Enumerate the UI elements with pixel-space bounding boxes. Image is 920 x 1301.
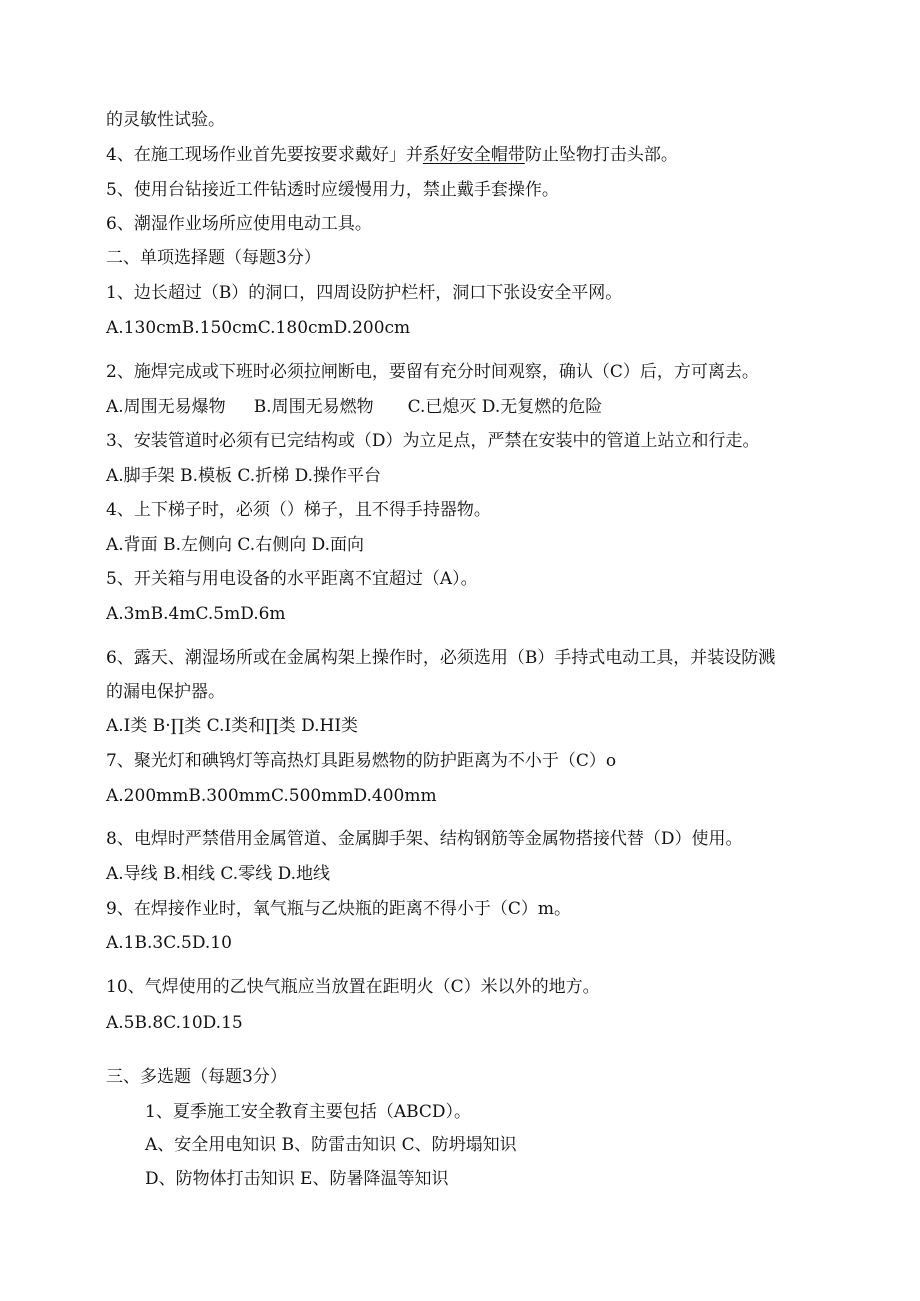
question-4-options: A.背面 B.左侧向 C.右侧向 D.面向 — [106, 535, 365, 555]
text-line-item-6: 6、潮湿作业场所应使用电动工具。 — [106, 214, 372, 234]
item-4-text-end: 防止坠物打击头部。 — [524, 145, 678, 165]
item-4-text-start: 4、在施工现场作业首先要按要求戴好」并 — [106, 145, 423, 165]
text-line-item-4 — [106, 144, 678, 166]
question-2-option-b: B.周围无易燃物 — [253, 397, 374, 417]
question-2-option-a: A.周围无易爆物 — [106, 397, 226, 417]
question-2: 2、施焊完成或下班时必须拉闸断电，要留有充分时间观察，确认（C）后，方可离去。 — [106, 362, 759, 382]
text-line-prev-item-end: 的灵敏性试验。 — [106, 110, 225, 130]
section-heading-multiple-choice: 三、多选题（每题3分） — [106, 1067, 287, 1087]
question-3: 3、安装管道时必须有已完结构或（D）为立足点，严禁在安装中的管道上站立和行走。 — [106, 431, 760, 451]
question-2-option-cd: C.已熄灭 D.无复燃的危险 — [407, 397, 603, 417]
question-2-options — [106, 396, 602, 418]
question-5-options: A.3mB.4mC.5mD.6m — [106, 604, 286, 624]
question-6-continued: 的漏电保护器。 — [106, 682, 225, 702]
item-4-underlined-text: 系好安全帽带 — [422, 145, 525, 165]
multi-question-1-options-row-1: A、安全用电知识 B、防雷击知识 C、防坍塌知识 — [145, 1135, 517, 1155]
question-4: 4、上下梯子时，必须（）梯子，且不得手持器物。 — [106, 500, 491, 520]
question-9: 9、在焊接作业时，氧气瓶与乙炔瓶的距离不得小于（C）m。 — [106, 899, 571, 919]
question-9-options: A.1B.3C.5D.10 — [106, 933, 232, 953]
text-line-item-5: 5、使用台钻接近工件钻透时应缓慢用力，禁止戴手套操作。 — [106, 180, 559, 200]
question-8-options: A.导线 B.相线 C.零线 D.地线 — [106, 864, 331, 884]
question-1-options: A.130cmB.150cmC.180cmD.200cm — [106, 318, 411, 338]
question-7: 7、聚光灯和碘鸨灯等高热灯具距易燃物的防护距离为不小于（C）o — [106, 751, 617, 771]
multi-question-1-options-row-2: D、防物体打击知识 E、防暑降温等知识 — [145, 1169, 449, 1189]
question-7-options: A.200mmB.300mmC.500mmD.400mm — [106, 786, 437, 806]
question-5: 5、开关箱与用电设备的水平距离不宜超过（A）。 — [106, 569, 478, 589]
question-6-options: A.I类 B·∏类 C.I类和∏类 D.HI类 — [106, 716, 359, 736]
multi-question-1: 1、夏季施工安全教育主要包括（ABCD）。 — [145, 1102, 472, 1122]
question-8: 8、电焊时严禁借用金属管道、金属脚手架、结构钢筋等金属物搭接代替（D）使用。 — [106, 829, 743, 849]
question-3-options: A.脚手架 B.模板 C.折梯 D.操作平台 — [106, 466, 382, 486]
question-6: 6、露天、潮湿场所或在金属构架上操作时，必须选用（B）手持式电动工具，并装设防溅 — [106, 648, 776, 668]
section-heading-single-choice: 二、单项选择题（每题3分） — [106, 248, 321, 268]
question-10: 10、气焊使用的乙快气瓶应当放置在距明火（C）米以外的地方。 — [106, 977, 600, 997]
question-10-options: A.5B.8C.10D.15 — [106, 1013, 243, 1033]
question-1: 1、边长超过（B）的洞口，四周设防护栏杆，洞口下张设安全平网。 — [106, 283, 623, 303]
